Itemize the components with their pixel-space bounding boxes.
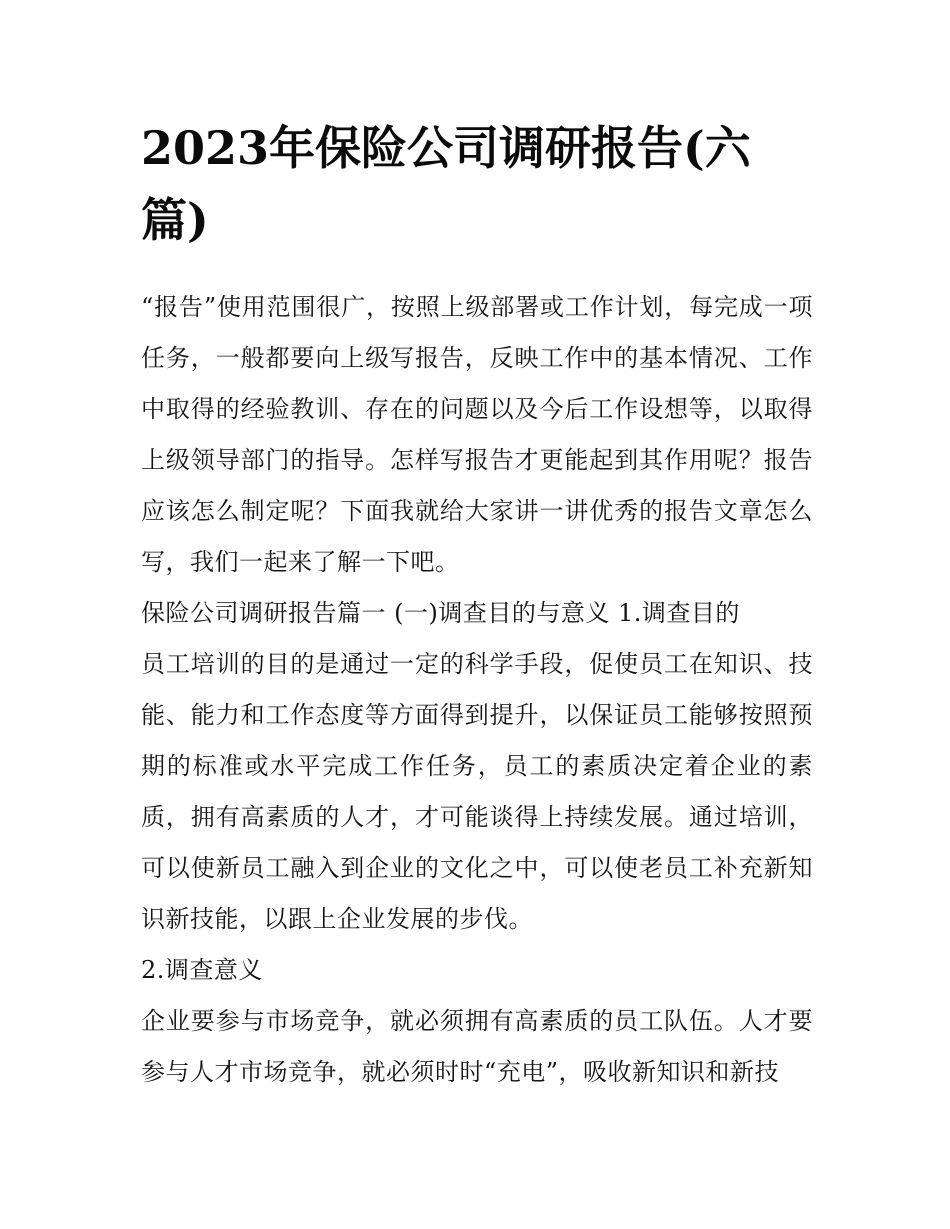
document-body xyxy=(141,112,813,1098)
significance-heading: 2.调查意义 xyxy=(141,956,263,984)
document-title: 2023年保险公司调研报告(六篇) xyxy=(141,121,751,247)
significance-paragraph: 企业要参与市场竞争，就必须拥有高素质的员工队伍。人才要参与人才市场竞争，就必须时时“充电”，吸收新知识和新技 xyxy=(141,1007,813,1086)
title-block xyxy=(141,112,813,256)
purpose-paragraph: 员工培训的目的是通过一定的科学手段，促使员工在知识、技能、能力和工作态度等方面得到提升，以保证员工能够按照预期的标准或水平完成工作任务，员工的素质决定着企业的素质，拥有高素质的人才，才可能谈得上持续发展。通过培训，可以使新员工融入到企业的文化之中，可以使老员工补充新知识新技能，以跟上企业发展的步伐。 xyxy=(141,650,813,933)
intro-paragraph: “报告”使用范围很广，按照上级部署或工作计划，每完成一项任务，一般都要向上级写报告，反映工作中的基本情况、工作中取得的经验教训、存在的问题以及今后工作设想等，以取得上级领导部门的指导。怎样写报告才更能起到其作用呢？报告应该怎么制定呢？下面我就给大家讲一讲优秀的报告文章怎么写，我们一起来了解一下吧。 xyxy=(141,293,813,576)
section-heading: 保险公司调研报告篇一 (一)调查目的与意义 1.调查目的 xyxy=(141,599,740,627)
